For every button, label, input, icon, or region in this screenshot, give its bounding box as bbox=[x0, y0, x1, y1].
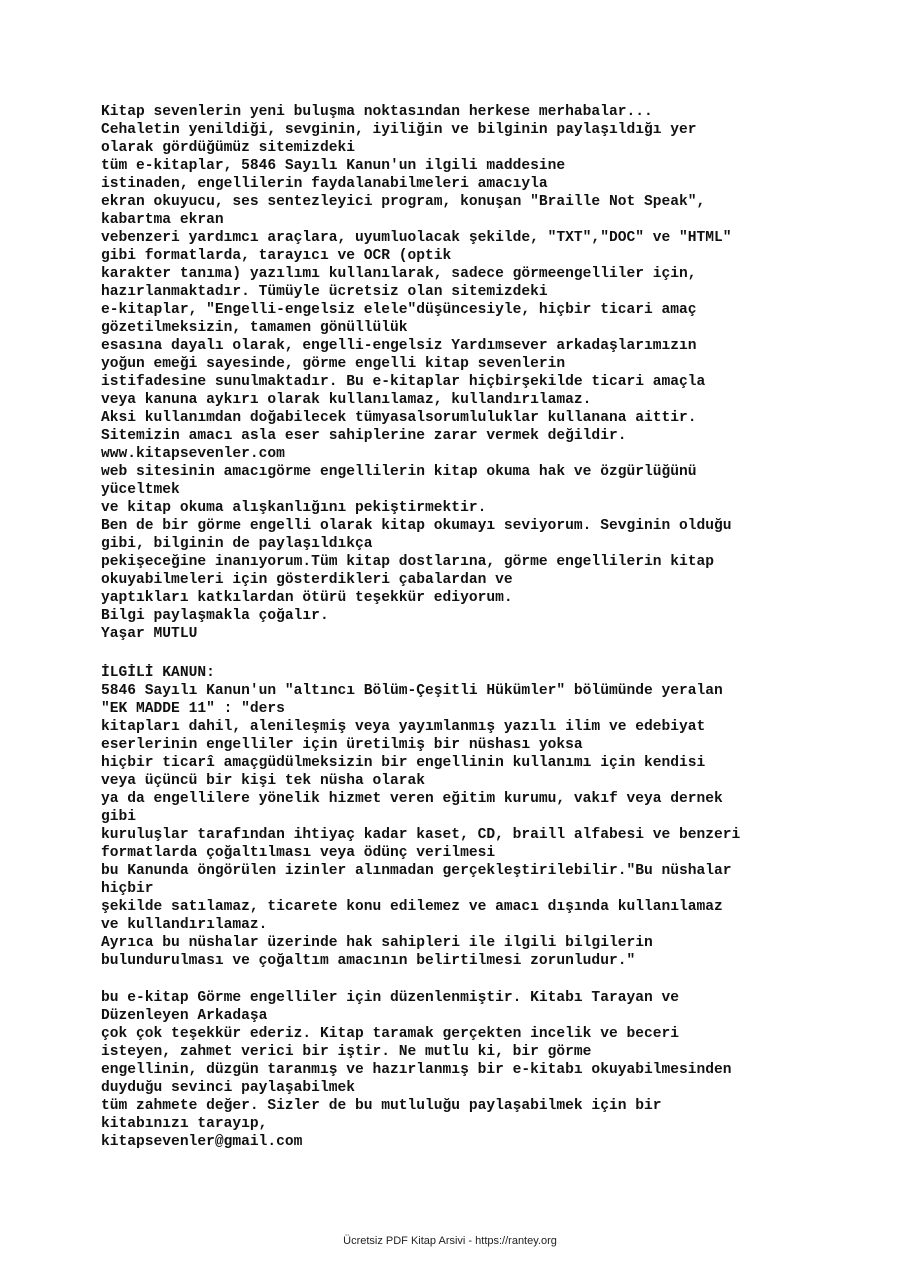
text-line: yoğun emeği sayesinde, görme engelli kitap sevenlerin bbox=[101, 356, 566, 372]
text-line: hiçbir ticarî amaçgüdülmeksizin bir engellinin kullanımı için kendisi bbox=[101, 755, 706, 771]
text-line: kitabınızı tarayıp, bbox=[101, 1116, 268, 1132]
text-line: olarak gördüğümüz sitemizdeki bbox=[101, 140, 355, 156]
text-line: Bilgi paylaşmakla çoğalır. bbox=[101, 608, 329, 624]
text-line: Düzenleyen Arkadaşa bbox=[101, 1008, 268, 1024]
text-line: Aksi kullanımdan doğabilecek tümyasalsorumluluklar kullanana aittir. bbox=[101, 410, 697, 426]
text-line: kuruluşlar tarafından ihtiyaç kadar kaset, CD, braill alfabesi ve benzeri bbox=[101, 827, 741, 843]
text-line: engellinin, düzgün taranmış ve hazırlanmış bir e-kitabı okuyabilmesinden bbox=[101, 1062, 732, 1078]
text-line: tüm zahmete değer. Sizler de bu mutluluğu paylaşabilmek için bir bbox=[101, 1098, 662, 1114]
text-line: karakter tanıma) yazılımı kullanılarak, sadece görmeengelliler için, bbox=[101, 266, 697, 282]
text-line: hiçbir bbox=[101, 881, 154, 897]
text-line: vebenzeri yardımcı araçlara, uyumluolacak şekilde, "TXT","DOC" ve "HTML" bbox=[101, 230, 732, 246]
text-line: pekişeceğine inanıyorum.Tüm kitap dostlarına, görme engellilerin kitap bbox=[101, 554, 715, 570]
text-line: duyduğu sevinci paylaşabilmek bbox=[101, 1080, 355, 1096]
text-line: Ayrıca bu nüshalar üzerinde hak sahipleri ile ilgili bilgilerin bbox=[101, 935, 653, 951]
text-line: bulundurulması ve çoğaltım amacının belirtilmesi zorunludur." bbox=[101, 953, 636, 969]
text-line: tüm e-kitaplar, 5846 Sayılı Kanun'un ilgili maddesine bbox=[101, 158, 566, 174]
text-line: kitapları dahil, alenileşmiş veya yayımlanmış yazılı ilim ve edebiyat bbox=[101, 719, 706, 735]
text-line: İLGİLİ KANUN: bbox=[101, 665, 215, 681]
text-line: bu Kanunda öngörülen izinler alınmadan gerçekleştirilebilir."Bu nüshalar bbox=[101, 863, 732, 879]
text-line: eserlerinin engelliler için üretilmiş bir nüshası yoksa bbox=[101, 737, 583, 753]
text-line: veya üçüncü bir kişi tek nüsha olarak bbox=[101, 773, 426, 789]
text-line: istifadesine sunulmaktadır. Bu e-kitaplar hiçbirşekilde ticari amaçla bbox=[101, 374, 706, 390]
text-line: yaptıkları katkılardan ötürü teşekkür ediyorum. bbox=[101, 590, 513, 606]
text-line: Kitap sevenlerin yeni buluşma noktasından herkese merhabalar... bbox=[101, 104, 653, 120]
text-line: okuyabilmeleri için gösterdikleri çabalardan ve bbox=[101, 572, 513, 588]
text-line: bu e-kitap Görme engelliler için düzenlenmiştir. Kitabı Tarayan ve bbox=[101, 990, 680, 1006]
text-line: kitapsevenler@gmail.com bbox=[101, 1134, 303, 1150]
text-line: hazırlanmaktadır. Tümüyle ücretsiz olan sitemizdeki bbox=[101, 284, 548, 300]
text-line: istinaden, engellilerin faydalanabilmeleri amacıyla bbox=[101, 176, 548, 192]
text-line: veya kanuna aykırı olarak kullanılamaz, kullandırılamaz. bbox=[101, 392, 592, 408]
text-line: gibi bbox=[101, 809, 137, 825]
thanks-section bbox=[101, 989, 732, 1151]
text-line: esasına dayalı olarak, engelli-engelsiz Yardımsever arkadaşlarımızın bbox=[101, 338, 697, 354]
text-line: e-kitaplar, "Engelli-engelsiz elele"düşüncesiyle, hiçbir ticari amaç bbox=[101, 302, 697, 318]
text-line: formatlarda çoğaltılması veya ödünç verilmesi bbox=[101, 845, 496, 861]
text-line: web sitesinin amacıgörme engellilerin kitap okuma hak ve özgürlüğünü bbox=[101, 464, 697, 480]
text-line: ve kullandırılamaz. bbox=[101, 917, 268, 933]
law-section bbox=[101, 664, 740, 970]
text-line: ya da engellilere yönelik hizmet veren eğitim kurumu, vakıf veya dernek bbox=[101, 791, 723, 807]
text-line: "EK MADDE 11" : "ders bbox=[101, 701, 285, 717]
text-line: Ben de bir görme engelli olarak kitap okumayı seviyorum. Sevginin olduğu bbox=[101, 518, 732, 534]
text-line: gibi formatlarda, tarayıcı ve OCR (optik bbox=[101, 248, 452, 264]
text-line: gözetilmeksizin, tamamen gönüllülük bbox=[101, 320, 408, 336]
text-line: şekilde satılamaz, ticarete konu edilemez ve amacı dışında kullanılamaz bbox=[101, 899, 723, 915]
text-line: çok çok teşekkür ederiz. Kitap taramak gerçekten incelik ve beceri bbox=[101, 1026, 680, 1042]
page-footer: Ücretsiz PDF Kitap Arsivi - https://rantey.org bbox=[343, 1235, 557, 1247]
text-line: 5846 Sayılı Kanun'un "altıncı Bölüm-Çeşitli Hükümler" bölümünde yeralan bbox=[101, 683, 723, 699]
text-line: ve kitap okuma alışkanlığını pekiştirmektir. bbox=[101, 500, 487, 516]
text-line: gibi, bilginin de paylaşıldıkça bbox=[101, 536, 373, 552]
text-line: isteyen, zahmet verici bir iştir. Ne mutlu ki, bir görme bbox=[101, 1044, 592, 1060]
text-line: Sitemizin amacı asla eser sahiplerine zarar vermek değildir. bbox=[101, 428, 627, 444]
text-line: Cehaletin yenildiği, sevginin, iyiliğin ve bilginin paylaşıldığı yer bbox=[101, 122, 697, 138]
text-line: www.kitapsevenler.com bbox=[101, 446, 285, 462]
text-line: ekran okuyucu, ses sentezleyici program, konuşan "Braille Not Speak", bbox=[101, 194, 706, 210]
text-line: kabartma ekran bbox=[101, 212, 224, 228]
text-line: Yaşar MUTLU bbox=[101, 626, 198, 642]
text-line: yüceltmek bbox=[101, 482, 180, 498]
intro-section bbox=[101, 103, 732, 643]
